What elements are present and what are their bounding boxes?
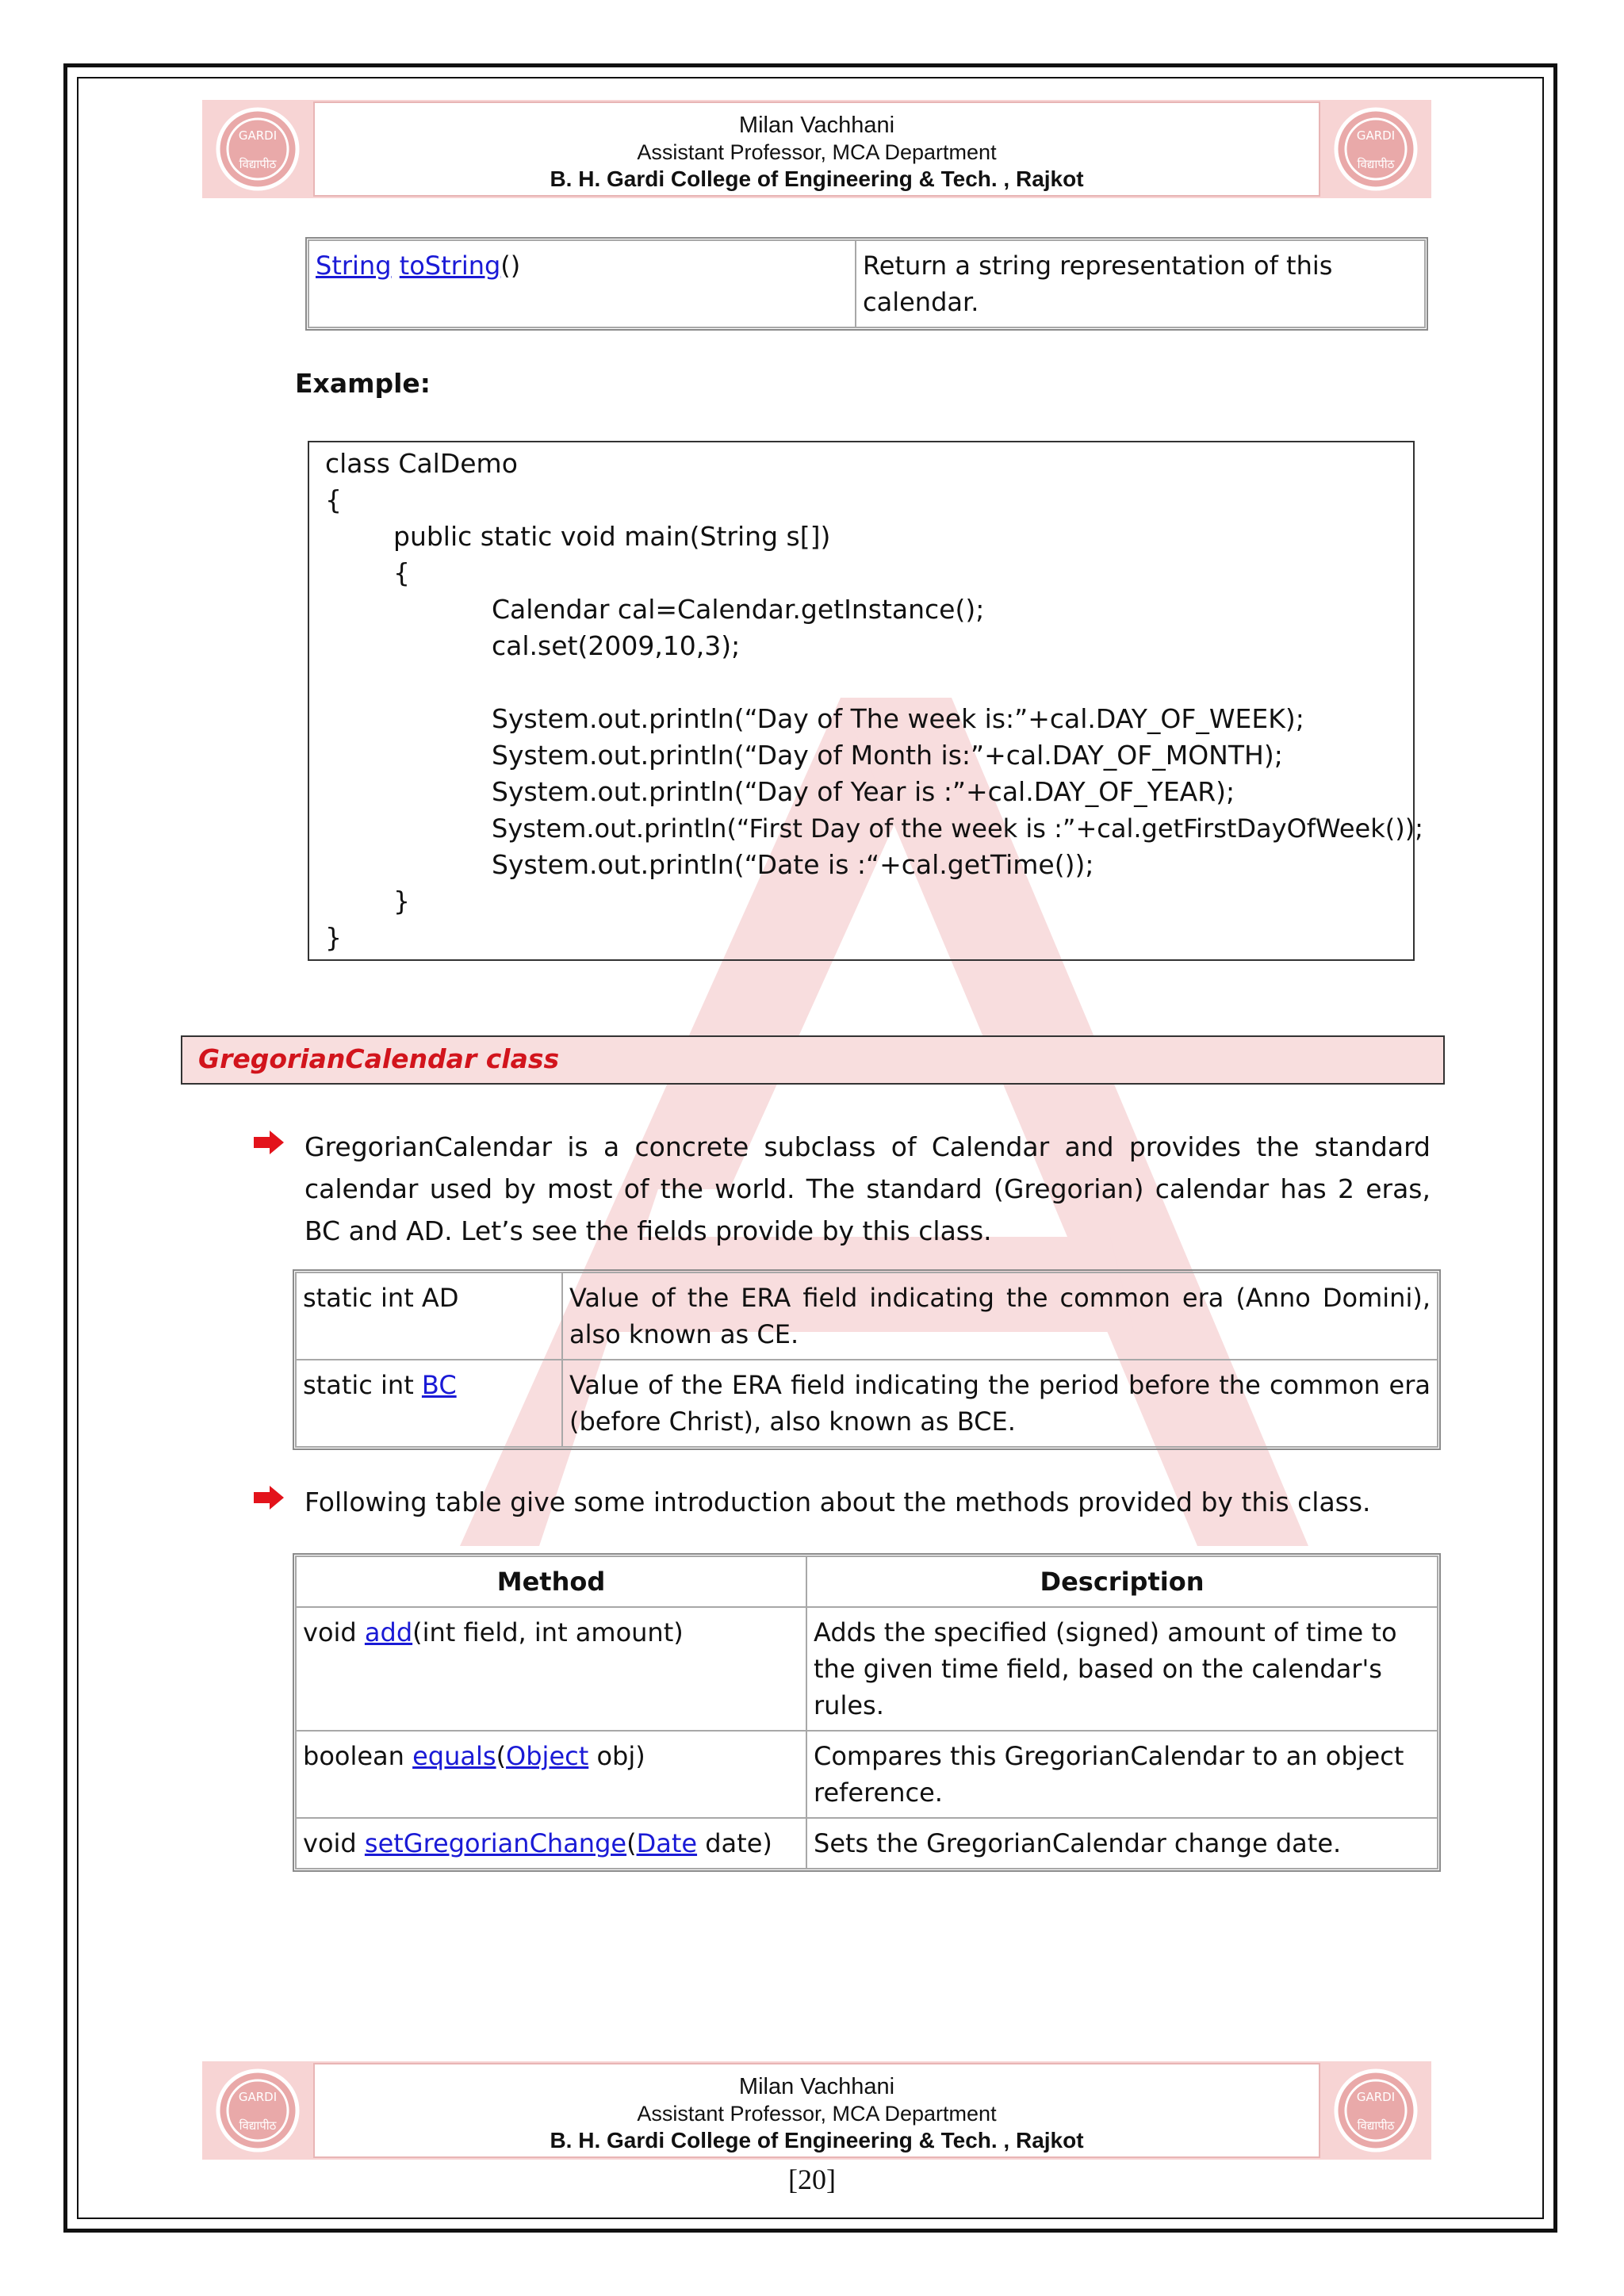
author-title: Assistant Professor, MCA Department [637,2102,997,2126]
add-link[interactable]: add [364,1617,413,1647]
code-line: } [393,886,410,916]
method-prefix: boolean [303,1741,413,1771]
tostring-table [308,239,1426,328]
methods-table [295,1556,1438,1869]
method-params: ( [496,1741,507,1771]
footer-card [313,2063,1320,2158]
description-cell: Return a string representation of this calendar. [856,240,1425,327]
code-line: System.out.println(“Day of The week is:”+cal.DAY_OF_WEEK); [492,703,1304,734]
field-cell: static int AD [296,1272,562,1360]
method-description: Compares this GregorianCalendar to an object reference. [806,1731,1438,1818]
svg-text:GARDI: GARDI [238,2090,278,2104]
code-line: System.out.println(“Day of Year is :”+cal.DAY_OF_YEAR); [492,776,1235,807]
setgregorianchange-link[interactable]: setGregorianChange [364,1828,627,1858]
field-prefix: static int [303,1370,422,1400]
section-heading [181,1035,1445,1085]
header-card [313,101,1320,197]
code-line: { [393,557,410,588]
method-suffix: () [500,251,521,281]
code-line: System.out.println(“First Day of the week is :”+cal.getFirstDayOfWeek()); [492,813,1423,844]
svg-text:विद्यापीठ: विद्यापीठ [1357,157,1395,171]
code-line: public static void main(String s[]) [393,521,831,552]
method-params: obj) [588,1741,645,1771]
table-row [296,1818,1438,1869]
bullet-paragraph: Following table give some introduction about the methods provided by this class. [304,1487,1371,1517]
section-title: GregorianCalendar class [198,1043,560,1074]
example-label: Example: [295,368,431,399]
page-footer [202,2061,1431,2160]
column-header-method: Method [296,1556,806,1607]
method-cell [308,240,856,327]
college-logo-icon [212,103,304,195]
table-row [308,240,1425,327]
method-prefix: void [303,1828,365,1858]
field-description: Value of the ERA field indicating the common era (Anno Domini), also known as CE. [562,1272,1438,1360]
column-header-description: Description [806,1556,1438,1607]
code-line: class CalDemo [325,448,518,479]
svg-text:विद्यापीठ: विद्यापीठ [239,157,277,171]
field-cell [296,1360,562,1447]
college-name: B. H. Gardi College of Engineering & Tech. , Rajkot [550,2128,1084,2152]
college-logo-icon [1330,2064,1422,2156]
page-header [202,100,1431,198]
table-header-row [296,1556,1438,1607]
code-line: Calendar cal=Calendar.getInstance(); [492,594,985,625]
object-link[interactable]: Object [506,1741,589,1771]
author-title: Assistant Professor, MCA Department [637,140,997,164]
string-link[interactable]: String [316,251,392,281]
bc-link[interactable]: BC [421,1370,457,1400]
svg-text:विद्यापीठ: विद्यापीठ [239,2118,277,2133]
svg-text:GARDI: GARDI [1356,2090,1396,2104]
fields-table [295,1272,1438,1448]
code-line: } [325,922,342,953]
method-params: (int field, int amount) [412,1617,684,1647]
svg-text:विद्यापीठ: विद्यापीठ [1357,2118,1395,2133]
date-link[interactable]: Date [636,1828,698,1858]
table-row [296,1360,1438,1447]
equals-link[interactable]: equals [412,1741,496,1771]
arrow-bullet-icon [254,1131,285,1154]
method-description: Sets the GregorianCalendar change date. [806,1818,1438,1869]
author-name: Milan Vachhani [738,113,895,138]
method-cell [296,1818,806,1869]
code-line: cal.set(2009,10,3); [492,630,741,661]
college-logo-icon [212,2064,304,2156]
college-name: B. H. Gardi College of Engineering & Tech. , Rajkot [550,166,1084,191]
code-example [308,441,1423,961]
code-line: System.out.println(“Day of Month is:”+cal.DAY_OF_MONTH); [492,740,1283,771]
author-name: Milan Vachhani [738,2074,895,2099]
method-description: Adds the specified (signed) amount of time to the given time field, based on the calendar's rules. [806,1607,1438,1731]
method-cell [296,1607,806,1731]
bullet-paragraph: GregorianCalendar is a concrete subclass of Calendar and provides the standard calendar used by most of the world. The standard (Gregorian) calendar has 2 eras, BC and AD. Let’s see the fields provide by this class. [304,1131,1431,1246]
table-row [296,1731,1438,1818]
college-logo-icon [1330,103,1422,195]
page-number: [20] [788,2164,836,2195]
code-line: System.out.println(“Date is :“+cal.getTime()); [492,849,1094,880]
method-cell [296,1731,806,1818]
method-prefix: void [303,1617,365,1647]
field-description: Value of the ERA field indicating the period before the common era (before Christ), also known as BCE. [562,1360,1438,1447]
svg-text:GARDI: GARDI [1356,128,1396,143]
method-params: date) [697,1828,772,1858]
arrow-bullet-icon [254,1486,285,1510]
table-row [296,1272,1438,1360]
code-line: { [325,484,342,515]
table-row [296,1607,1438,1731]
tostring-link[interactable]: toString [399,251,501,281]
method-params: ( [626,1828,637,1858]
svg-text:GARDI: GARDI [238,128,278,143]
